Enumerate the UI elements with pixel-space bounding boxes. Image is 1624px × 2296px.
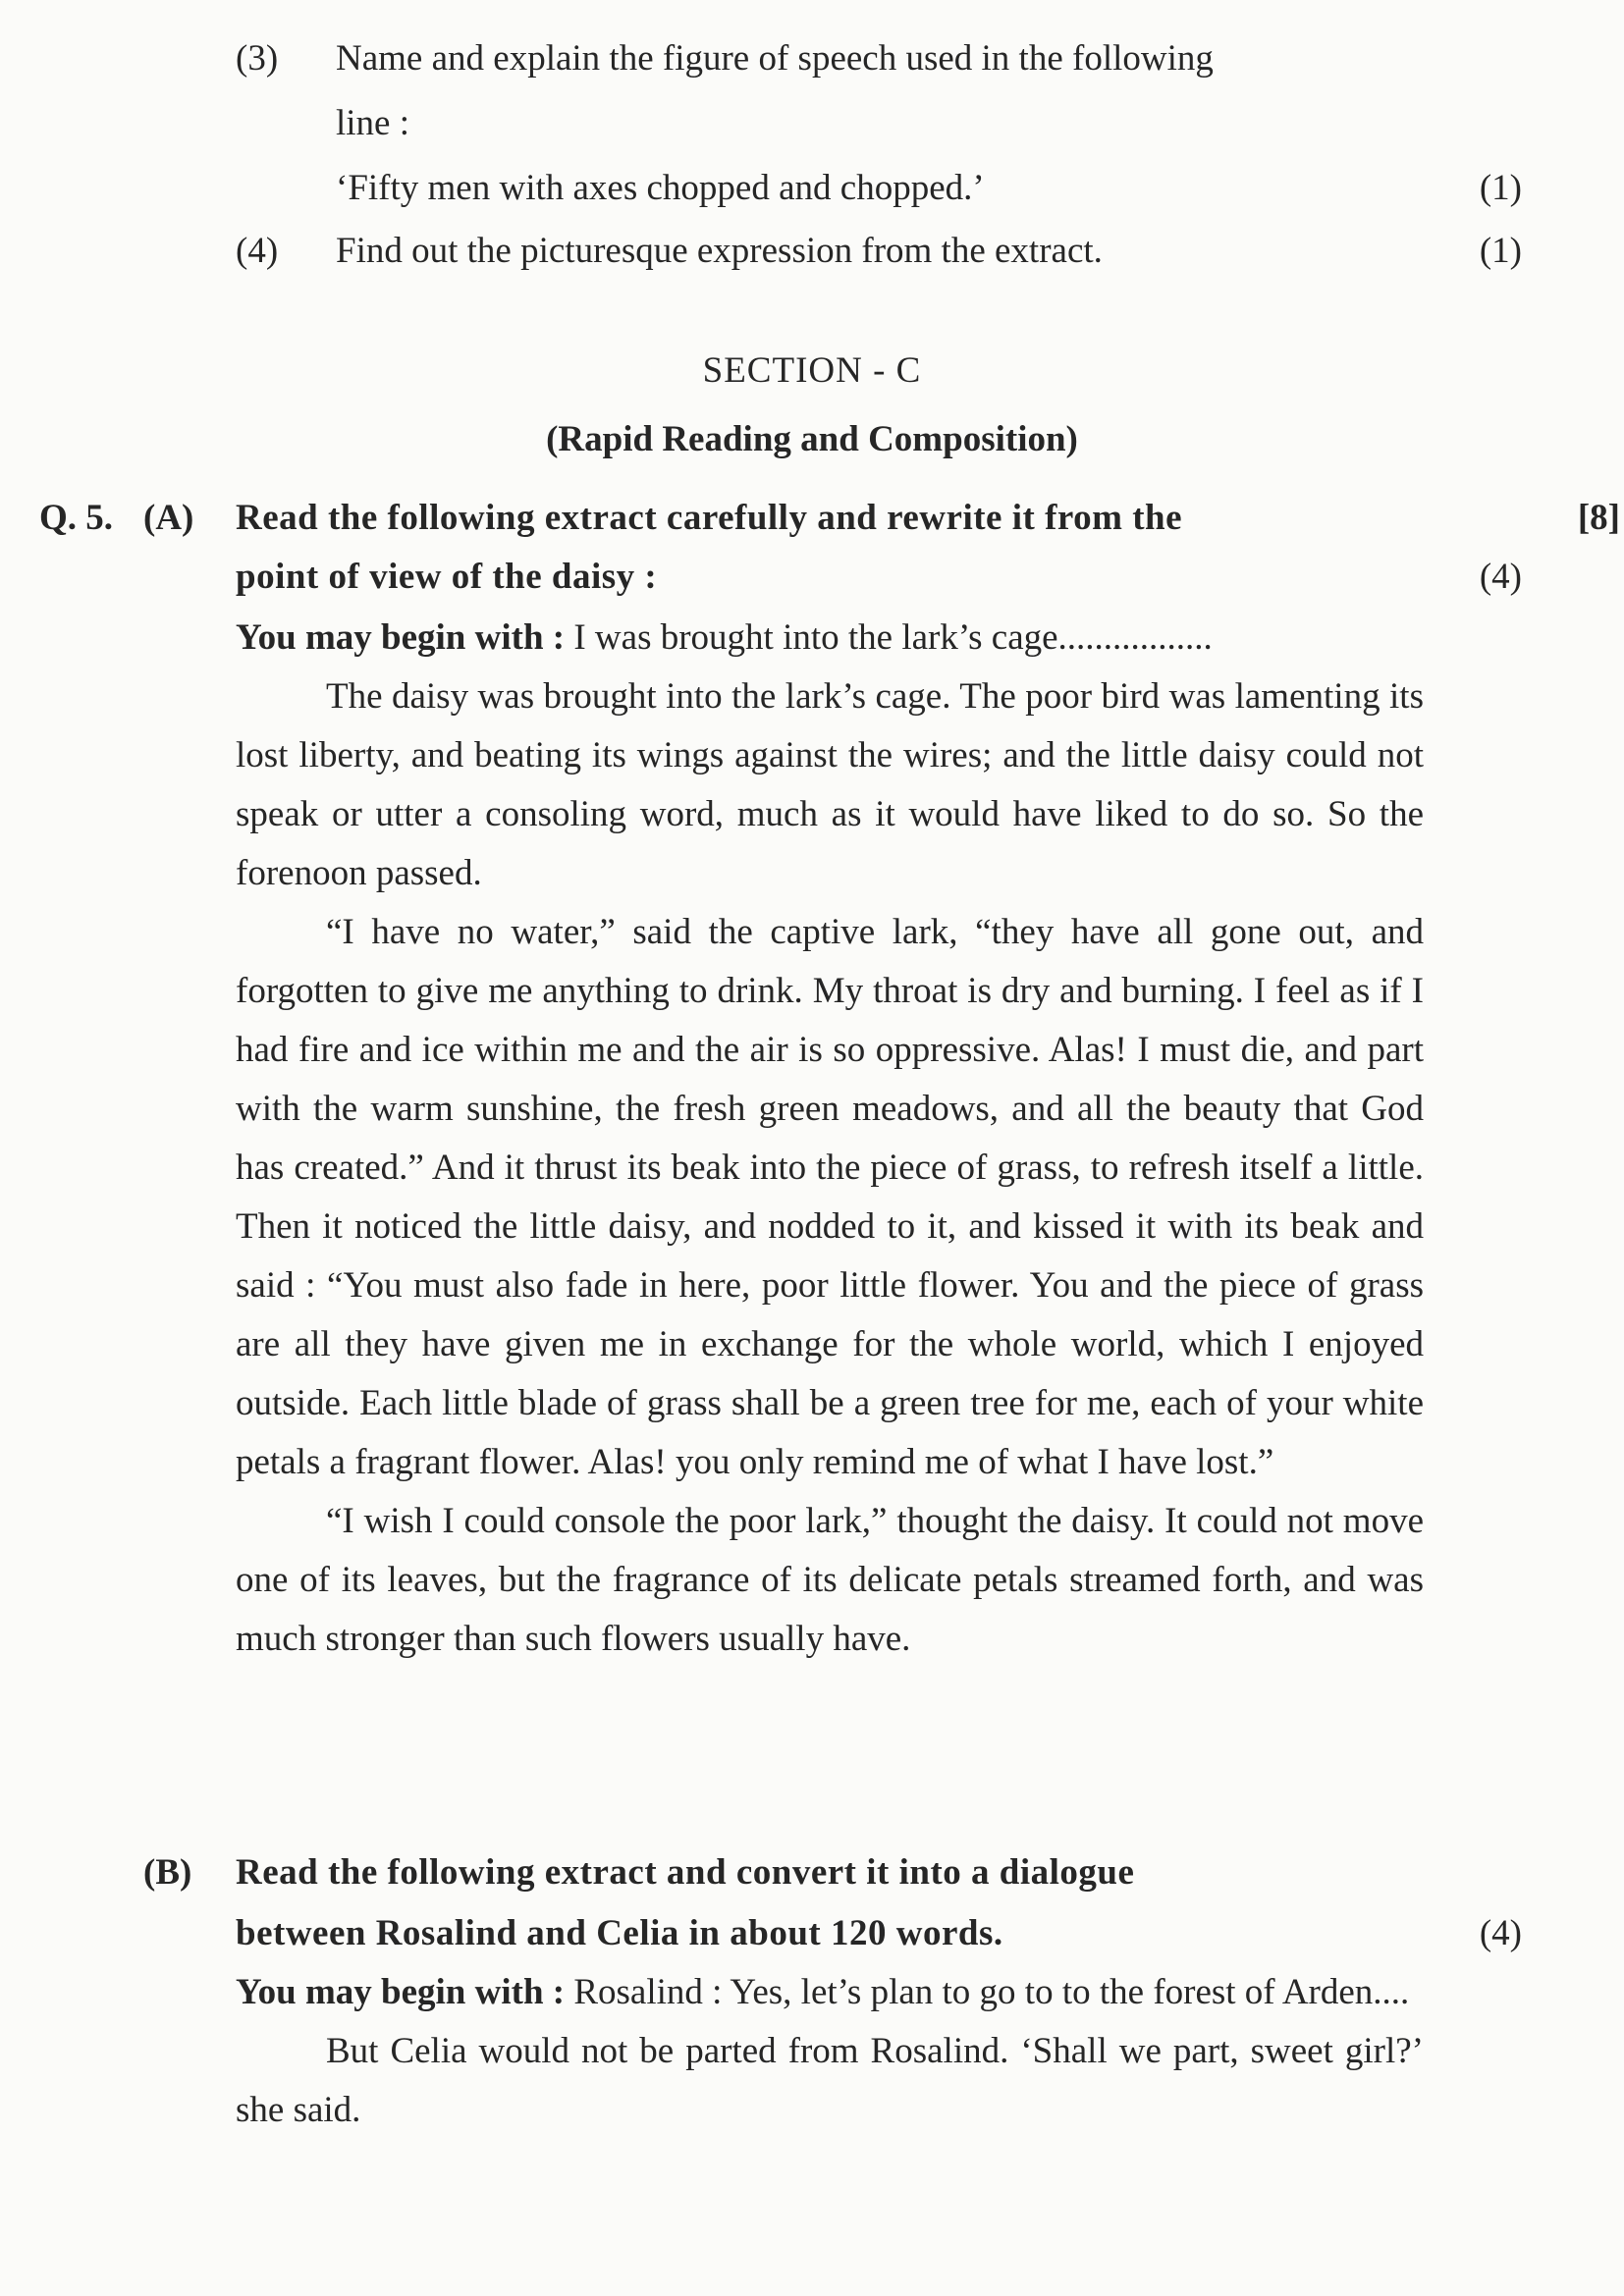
begin-label: You may begin with : [236,1972,566,2012]
q5-part-a-instruction-line1: Read the following extract carefully and rewrite it from the [236,498,1183,538]
q4-part3-text-line1: Name and explain the figure of speech used in the following [336,38,1214,79]
passage-paragraph: “I have no water,” said the captive lark, “they have all gone out, and forgotten to give me anything to drink. My throat is dry and burning. I feel as if I had fire and ice within me and the air is so oppressive. Alas! I must die, and part with the warm sunshine, the fresh green meadows, and all the beauty that God has created.” And it thrust its beak into the piece of grass, to refresh itself a little. Then it noticed the little daisy, and nodded to it, and kissed it with its beak and said : “You must also fade in here, poor little flower. You and the piece of grass are all they have given me in exchange for the whole world, which I enjoyed outside. Each little blade of grass shall be a green tree for me, each of your white petals a fragrant flower. Alas! you only remind me of what I have lost.” [236,912,1424,1482]
q5-part-b-instruction-line1: Read the following extract and convert it into a dialogue [236,1852,1135,1893]
q5-part-b-begin [236,1963,1424,2022]
begin-label: You may begin with : [236,617,566,658]
q5-part-a-label: (A) [143,498,194,538]
q5-part-a-begin [236,609,1424,667]
q5-part-a-instruction-line2: point of view of the daisy : [236,557,658,597]
begin-text: Rosalind : Yes, let’s plan to go to to the forest of Arden.... [565,1972,1410,2012]
passage-paragraph: But Celia would not be parted from Rosalind. ‘Shall we part, sweet girl?’ she said. [236,2031,1424,2130]
q5-number: Q. 5. [39,498,114,538]
q4-part4-marks: (1) [1479,231,1522,271]
q4-part3-text-line2: line : [336,103,410,143]
passage-paragraph: The daisy was brought into the lark’s cage. The poor bird was lamenting its lost liberty, and beating its wings against the wires; and the little daisy could not speak or utter a consoling word, much as it would have liked to do so. So the forenoon passed. [236,676,1424,893]
passage-paragraph: “I wish I could console the poor lark,” thought the daisy. It could not move one of its leaves, but the fragrance of its delicate petals streamed forth, and was much stronger than such flowers usually have. [236,1501,1424,1659]
section-title: SECTION - C [702,350,922,391]
q4-part3-marks: (1) [1479,168,1522,208]
q4-part3-quote: ‘Fifty men with axes chopped and chopped.’ [336,168,985,208]
begin-text: I was brought into the lark’s cage................. [565,617,1213,658]
q4-part3-number: (3) [236,38,279,79]
q5-part-b-instruction-line2: between Rosalind and Celia in about 120 words. [236,1913,1003,1953]
q5-total-marks: [8] [1577,498,1620,538]
q5-part-b-label: (B) [143,1852,192,1893]
q5-part-a-marks: (4) [1479,557,1522,597]
section-subtitle: (Rapid Reading and Composition) [546,419,1078,459]
q4-part4-number: (4) [236,231,279,271]
q5-part-b-passage [236,1963,1424,2140]
q5-part-a-passage [236,609,1424,1669]
q4-part4-text: Find out the picturesque expression from the extract. [336,231,1103,271]
q5-part-b-marks: (4) [1479,1913,1522,1953]
